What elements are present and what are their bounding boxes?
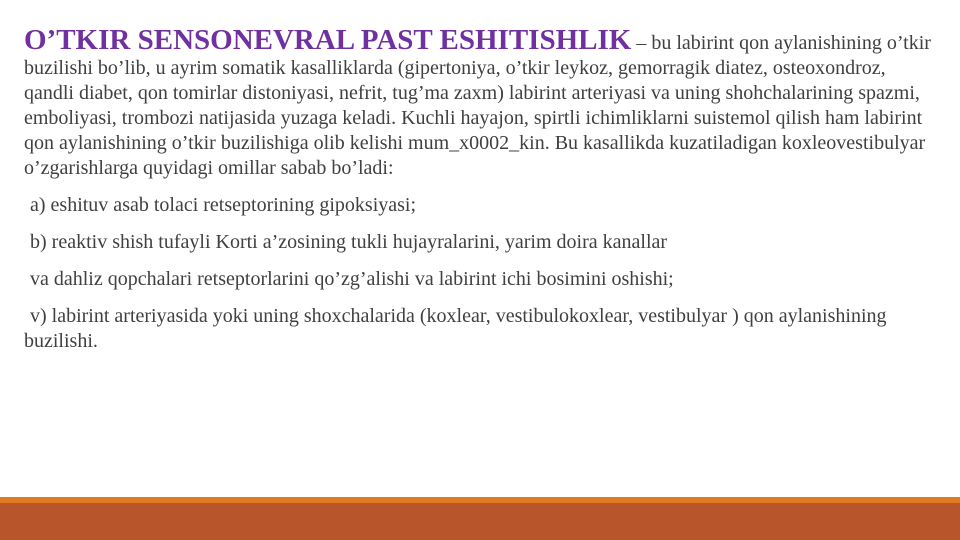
list-item-b-continued: va dahliz qopchalari retseptorlarini qo’zg’alishi va labirint ichi bosimini oshishi;	[30, 268, 674, 290]
list-item-b: b) reaktiv shish tufayli Korti a’zosining tukli hujayralarini, yarim doira kanallar	[30, 231, 668, 253]
intro-paragraph	[24, 26, 934, 181]
slide-content	[24, 26, 934, 354]
list-item-v: v) labirint arteriyasida yoki uning shoxchalarida (koxlear, vestibulokoxlear, vestibulyar ) qon aylanishining buzilishi.	[24, 305, 887, 352]
list-item-a: a) eshituv asab tolaci retseptorining gipoksiyasi;	[30, 194, 417, 216]
intro-text: – bu labirint qon aylanishining o’tkir buzilishi bo’lib, u ayrim somatik kasalliklarda (gipertoniya, o’tkir leykoz, gemorragik diatez, osteoxondroz, qandli diabet, qon tomirlar distoniyasi, nefrit, tug’ma zaxm) labirint arteriyasi va uning shohchalarining spazmi, emboliyasi, trombozi natijasida yuzaga keladi. Kuchli hayajon, spirtli ichimliklarni suistemol qilish ham labirint qon aylanishining o’tkir buzilishiga olib kelishi mum_x0002_kin. Bu kasallikda kuzatiladigan koxleovestibulyar o’zgarishlarga quyidagi omillar sabab bo’ladi:	[24, 32, 931, 179]
slide-title: O’TKIR SENSONEVRAL PAST ESHITISHLIK	[24, 24, 632, 56]
footer-bar	[0, 503, 960, 540]
